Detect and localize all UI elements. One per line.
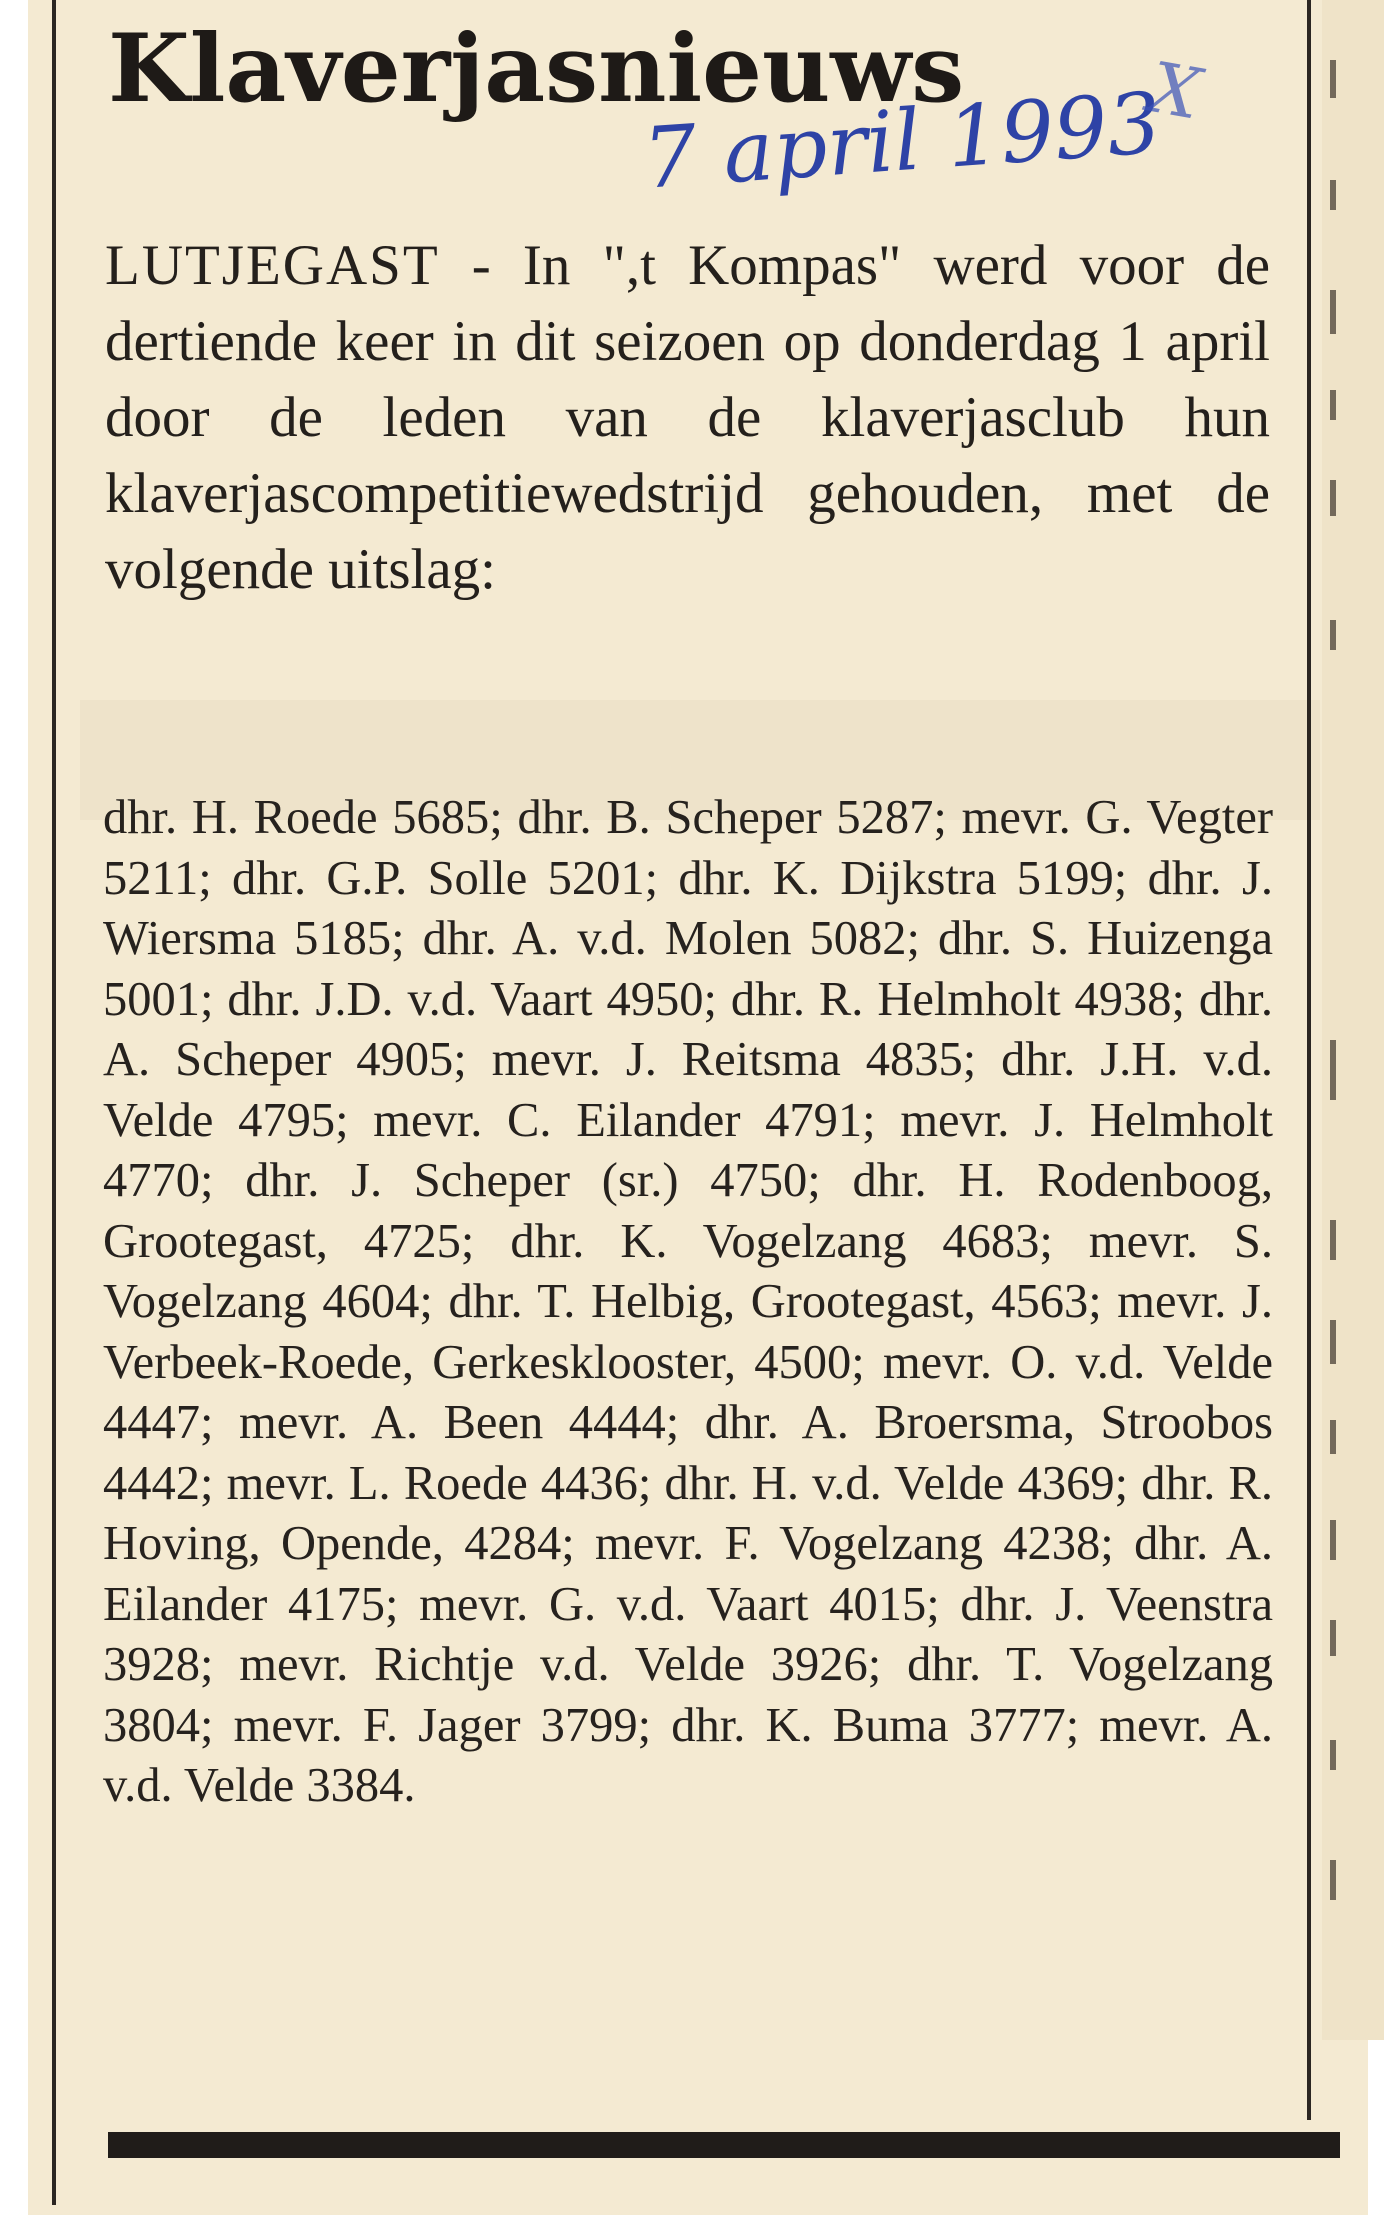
handwritten-mark: X bbox=[1143, 46, 1207, 136]
adjacent-column-text-fragments bbox=[1330, 60, 1370, 1960]
article-intro bbox=[105, 228, 1270, 608]
handwritten-date-annotation: 7 april 1993 bbox=[640, 73, 1164, 208]
article-headline: Klaverjasnieuws bbox=[108, 14, 965, 124]
column-rule-bottom bbox=[108, 2132, 1340, 2158]
results-list: dhr. H. Roede 5685; dhr. B. Scheper 5287; mevr. G. Vegter 5211; dhr. G.P. Solle 5201; dhr. K. Dijkstra 5199; dhr. J. Wiersma 5185; dhr. A. v.d. Molen 5082; dhr. S. Huizenga 5001; dhr. J.D. v.d. Vaart 4950; dhr. R. Helmholt 4938; dhr. A. Scheper 4905; mevr. J. Reitsma 4835; dhr. J.H. v.d. Velde 4795; mevr. C. Eilander 4791; mevr. J. Helmholt 4770; dhr. J. Scheper (sr.) 4750; dhr. H. Rodenboog, Grootegast, 4725; dhr. K. Vogelzang 4683; mevr. S. Vogelzang 4604; dhr. T. Helbig, Grootegast, 4563; mevr. J. Verbeek-Roede, Gerkesklooster, 4500; mevr. O. v.d. Velde 4447; mevr. A. Been 4444; dhr. A. Broersma, Stroobos 4442; mevr. L. Roede 4436; dhr. H. v.d. Velde 4369; dhr. R. Hoving, Opende, 4284; mevr. F. Vogelzang 4238; dhr. A. Eilander 4175; mevr. G. v.d. Vaart 4015; dhr. J. Veenstra 3928; mevr. Richtje v.d. Velde 3926; dhr. T. Vogelzang 3804; mevr. F. Jager 3799; dhr. K. Buma 3777; mevr. A. v.d. Velde 3384. bbox=[103, 791, 1273, 1812]
column-rule-right bbox=[1307, 0, 1311, 2120]
dateline-place: LUTJEGAST bbox=[105, 234, 440, 297]
intro-body: - In ",t Kompas" werd voor de dertiende keer in dit seizoen op donderdag 1 april door de leden van de klaverjasclub hun klaverjascompetitiewedstrijd gehouden, met de volgende uitslag: bbox=[105, 234, 1270, 601]
column-rule-left bbox=[52, 0, 56, 2205]
